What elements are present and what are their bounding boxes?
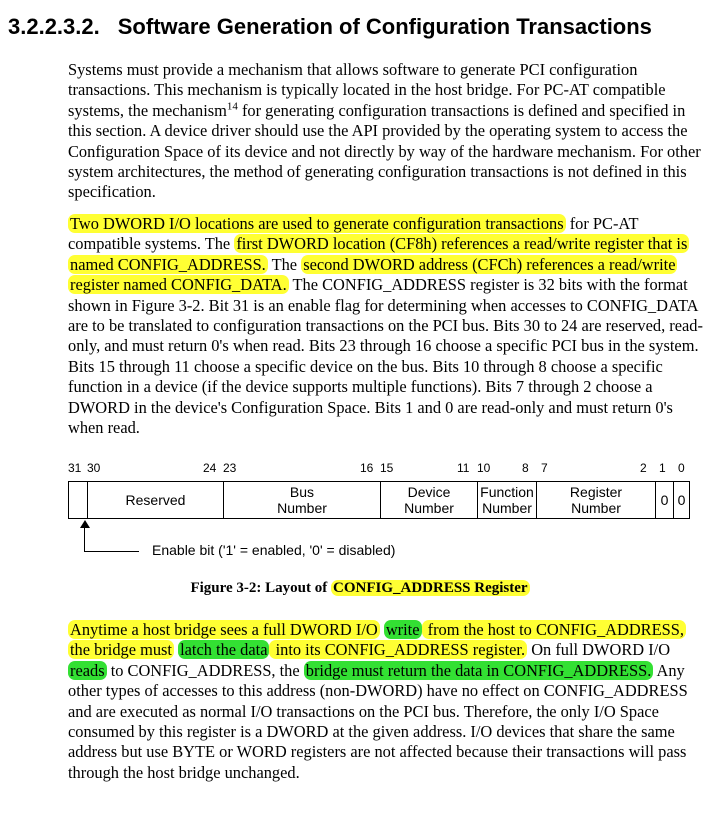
field-bus-number [224, 482, 381, 518]
field-register-number [537, 482, 656, 518]
footnote-ref: 14 [226, 100, 238, 113]
caption-highlight: CONFIG_ADDRESS Register [332, 580, 528, 596]
bit-label: 8 [522, 461, 529, 475]
intro-text-a: Systems must provide a mechanism that allows software to generate PCI configuration transactions. This mechanism is typically located in the host bridge. For PC-AT compatible systems, the mechanism [68, 60, 666, 120]
field-bit-0 [674, 482, 689, 518]
text-span: On full DWORD I/O [527, 640, 671, 660]
highlight-green-return: bridge must return the data in CONFIG_ADDRESS. [305, 660, 652, 680]
field-label: Bus [289, 484, 315, 500]
paragraph-intro [68, 60, 708, 203]
enable-bit-label: Enable bit ('1' = enabled, '0' = disabled) [152, 542, 396, 558]
text-span: to CONFIG_ADDRESS, the [106, 660, 304, 680]
highlight-green-write: write [385, 620, 420, 639]
text-span: Any other types of accesses to this address (non-DWORD) have no effect on CONFIG_ADDRESS and are executed as normal I/O transactions on the PCI bus. Therefore, the only I/O Space consumed by this register is a DWORD at the given address. I/O devices that share the same address but use BYTE or WORD registers are not affected because their transactions will pass through the host bridge unchanged. [68, 660, 688, 782]
bit-label: 2 [640, 461, 647, 475]
field-label: Register [569, 484, 623, 500]
highlight-yellow: Anytime a host bridge sees a full DWORD I/O [70, 620, 378, 639]
bit-label: 15 [380, 461, 394, 475]
bit-label: 31 [68, 461, 82, 475]
caption-prefix: Figure 3-2: Layout of [190, 580, 331, 596]
bit-label: 24 [203, 461, 217, 475]
intro-text-b: for generating configuration transactions is defined and specified in this section. A device driver should use the API provided by the operating system to access the Configuration Space of its device and not directly by way of the hardware mechanism. For other system architectures, the method of generating configuration transactions is not defined in this specification. [68, 100, 701, 202]
text-span: The CONFIG_ADDRESS register is 32 bits with the format shown in Figure 3-2. Bit 31 is an enable flag for determining when accesses to CONFIG_DATA are to be translated to configuration transactions on the PCI bus. Bits 30 to 24 are reserved, read-only, and must return 0's when read. Bits 23 through 16 choose a specific PCI bus in the system. Bits 15 through 11 choose a specific device on the bus. Bits 10 through 8 choose a specific function in a device (if the device supports multiple functions). Bits 7 through 2 choose a DWORD in the device's Configuration Space. Bits 1 and 0 are read-only and must return 0's when read. [68, 275, 703, 438]
section-number: 3.2.2.3.2. [8, 14, 100, 39]
bit-label: 1 [659, 461, 666, 475]
bit-label: 23 [223, 461, 237, 475]
field-reserved [88, 482, 224, 518]
field-bit-1 [656, 482, 674, 518]
bit-label: 0 [678, 461, 685, 475]
highlight-green-reads: reads [70, 660, 105, 680]
highlight-green-latch: latch the data [180, 640, 268, 660]
bit-label: 16 [360, 461, 374, 475]
field-label: Reserved [125, 492, 186, 508]
field-label: Number [571, 500, 621, 516]
highlight-cfch: second DWORD address (CFCh) references a read/write register named CONFIG_DATA. [70, 254, 676, 295]
field-label: Number [404, 500, 454, 516]
field-label: Device [407, 484, 451, 500]
text-span: The [267, 254, 302, 274]
field-label: Function [480, 484, 534, 500]
field-label: Number [277, 500, 327, 516]
text-span: for PC-AT compatible systems. The [68, 214, 639, 254]
enable-bit-connector [84, 527, 85, 551]
register-box [68, 481, 690, 519]
field-label: 0 [660, 492, 669, 508]
bit-label: 30 [87, 461, 101, 475]
config-address-register-diagram [0, 456, 720, 576]
paragraph-dword-locations [68, 214, 708, 438]
highlight-two-dword: Two DWORD I/O locations are used to generate configuration transactions [70, 214, 564, 233]
bit-label: 7 [541, 461, 548, 475]
section-heading [8, 14, 652, 40]
field-enable-bit [69, 482, 88, 518]
highlight-yellow: from the host to CONFIG_ADDRESS, the bridge must [70, 620, 684, 660]
highlight-yellow: into its CONFIG_ADDRESS register. [271, 640, 526, 660]
paragraph-host-bridge [68, 620, 708, 783]
figure-caption [0, 580, 720, 597]
field-function-number [478, 482, 537, 518]
enable-bit-connector [84, 551, 139, 552]
highlight-cf8h: first DWORD location (CF8h) references a read/write register that is named CONFIG_ADDRESS. [70, 234, 688, 274]
field-device-number [381, 482, 478, 518]
enable-bit-arrow-icon [80, 520, 90, 528]
field-label: Number [482, 500, 532, 516]
bit-label: 10 [477, 461, 491, 475]
section-title: Software Generation of Configuration Transactions [117, 14, 652, 39]
field-label: 0 [677, 492, 686, 508]
bit-label: 11 [457, 461, 470, 475]
